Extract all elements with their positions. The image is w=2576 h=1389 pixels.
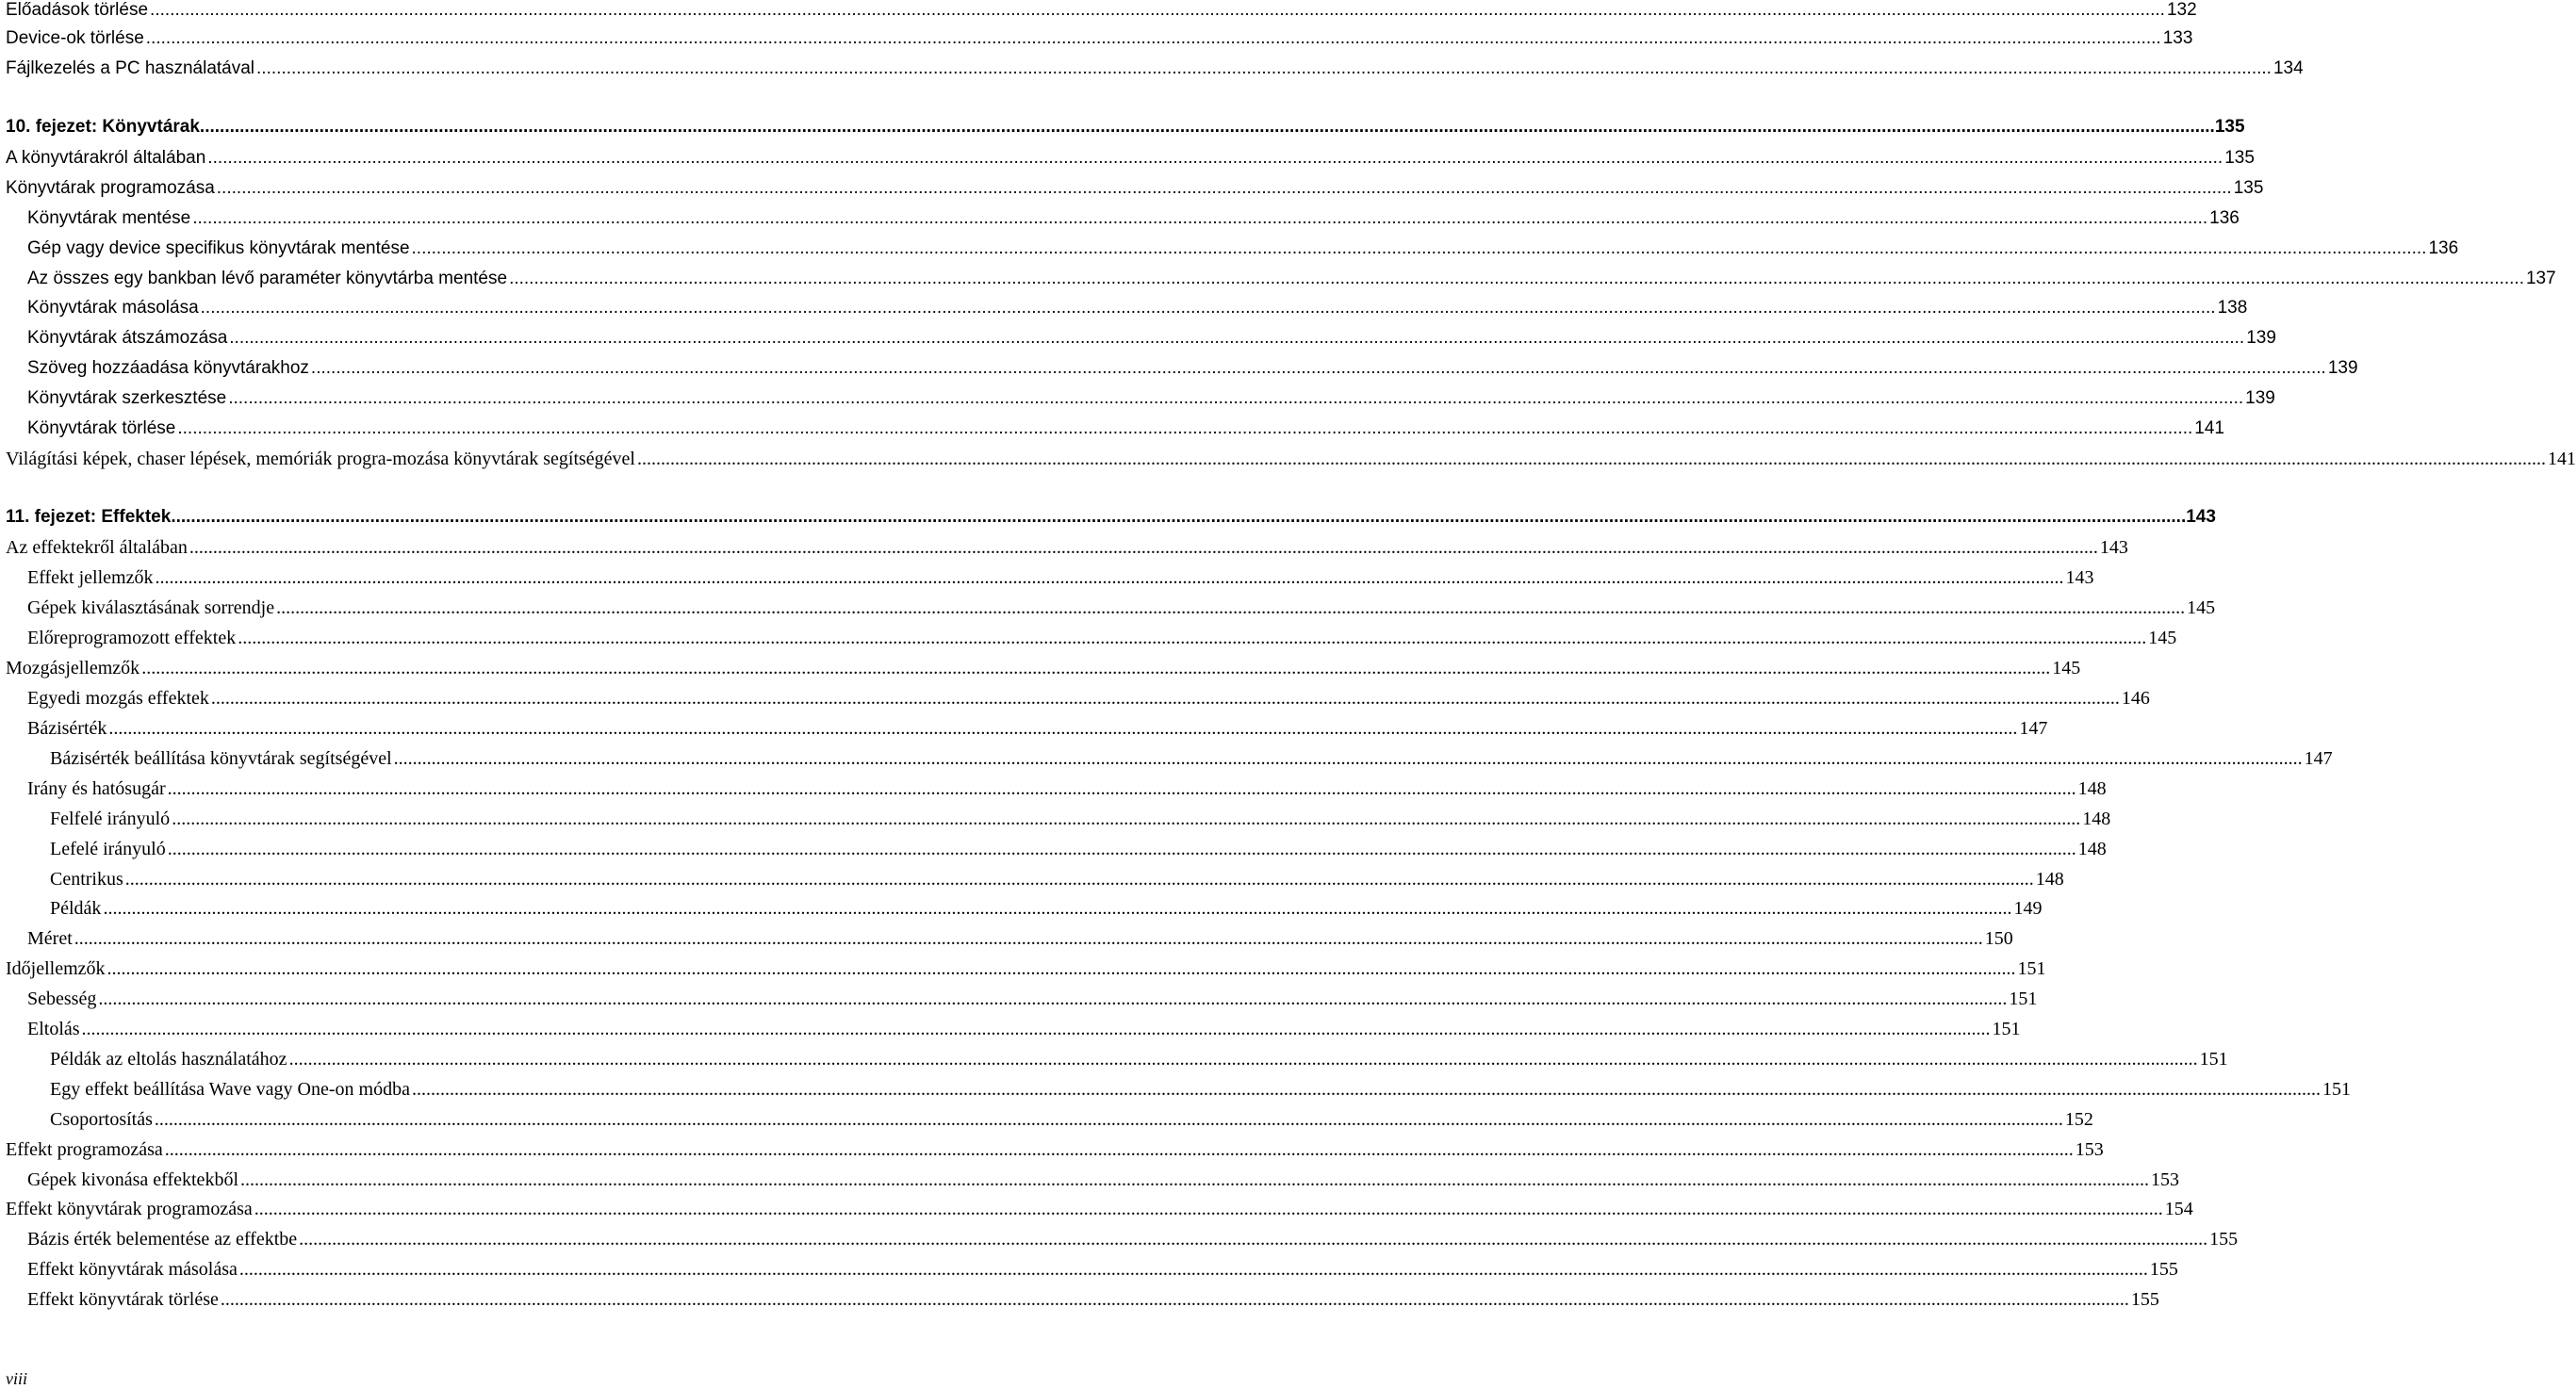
toc-entry-page: 137	[2525, 269, 2556, 288]
toc-entry-title: Bázis érték belementése az effektbe	[27, 1229, 298, 1250]
toc-entry-page: 147	[2019, 718, 2048, 739]
toc-entry-page: 133	[2162, 28, 2193, 48]
toc-entry[interactable]	[6, 718, 2048, 744]
toc-entry[interactable]	[6, 839, 2107, 865]
toc-dot-leader	[165, 1139, 2074, 1161]
toc-entry-title: Bázisérték	[27, 718, 107, 739]
toc-dot-leader	[150, 0, 2165, 21]
toc-entry-page: 143	[2065, 567, 2094, 588]
toc-entry-title: Fájlkezelés a PC használatával	[6, 58, 255, 78]
toc-dot-leader	[141, 658, 2050, 679]
toc-entry[interactable]	[6, 148, 2255, 174]
toc-dot-leader	[509, 269, 2524, 289]
toc-entry[interactable]	[6, 1139, 2104, 1166]
toc-entry-page: 148	[2077, 778, 2107, 799]
toc-entry-page: 143	[2099, 537, 2128, 558]
toc-entry-title: Mozgásjellemzők	[6, 658, 140, 678]
toc-entry-page: 148	[2035, 869, 2064, 890]
toc-dot-leader	[217, 178, 2232, 199]
toc-entry-page: 135	[2224, 148, 2255, 168]
toc-entry-title: Szöveg hozzáadása könyvtárakhoz	[27, 358, 309, 378]
toc-entry-page: 139	[2327, 358, 2358, 378]
toc-entry[interactable]	[6, 748, 2333, 775]
toc-entry[interactable]	[6, 1049, 2228, 1075]
toc-entry-title: Gépek kivonása effektekből	[27, 1169, 238, 1190]
toc-entry-title: Effekt könyvtárak programozása	[6, 1199, 253, 1219]
toc-entry-page: 145	[2052, 658, 2081, 678]
toc-entry-title: Méret	[27, 928, 73, 949]
toc-dot-leader	[177, 418, 2192, 439]
toc-entry-title: Egy effekt beállítása Wave vagy One-on módba	[50, 1079, 410, 1100]
toc-entry[interactable]	[6, 298, 2248, 324]
toc-entry[interactable]	[6, 0, 2197, 26]
toc-entry-title: Gép vagy device specifikus könyvtárak mentése	[27, 238, 410, 258]
toc-entry-page: 155	[2209, 1229, 2239, 1250]
toc-entry[interactable]	[6, 869, 2064, 895]
toc-entry-title: Példák	[50, 898, 102, 919]
toc-entry-title: Könyvtárak mentése	[27, 208, 191, 228]
toc-dot-leader	[155, 567, 2063, 589]
toc-dot-leader	[637, 449, 2546, 470]
toc-dot-leader	[189, 537, 2098, 559]
toc-entry-page: 149	[2013, 898, 2043, 919]
toc-entry-page: 153	[2075, 1139, 2104, 1160]
toc-entry-page: 151	[2009, 989, 2038, 1009]
toc-entry-title: Könyvtárak másolása	[27, 298, 199, 318]
toc-entry-title: Világítási képek, chaser lépések, memóriák progra-mozása könyvtárak segítségével	[6, 449, 635, 469]
toc-entry-title: Könyvtárak törlése	[27, 418, 176, 438]
toc-entry[interactable]	[6, 238, 2459, 265]
toc-entry[interactable]	[6, 58, 2304, 85]
toc-entry-title: Effekt könyvtárak törlése	[27, 1289, 219, 1310]
toc-entry-title: Az effektekről általában	[6, 537, 188, 558]
toc-dot-leader	[299, 1229, 2207, 1250]
toc-entry[interactable]	[6, 418, 2224, 445]
toc-entry-page: 154	[2164, 1199, 2193, 1219]
toc-entry[interactable]	[6, 658, 2081, 684]
toc-dot-leader	[172, 809, 2080, 830]
toc-dot-leader	[311, 358, 2326, 379]
toc-entry-title: Egyedi mozgás effektek	[27, 688, 209, 709]
toc-entry-page: 132	[2166, 0, 2197, 20]
toc-dot-leader	[125, 869, 2034, 891]
toc-entry-page: 135	[2233, 178, 2264, 198]
toc-entry[interactable]	[6, 178, 2264, 204]
toc-entry[interactable]	[6, 1109, 2093, 1136]
toc-entry-title: Könyvtárak szerkesztése	[27, 388, 227, 408]
toc-entry[interactable]	[6, 688, 2150, 714]
toc-entry-title: Effekt jellemzők	[27, 567, 154, 588]
toc-entry-page: 155	[2149, 1259, 2178, 1280]
toc-entry-page: 141	[2194, 418, 2224, 438]
toc-entry-title: Könyvtárak átszámozása	[27, 328, 228, 348]
toc-entry-page: 138	[2217, 298, 2248, 318]
toc-entry-page: 145	[2187, 597, 2216, 618]
toc-entry[interactable]	[6, 778, 2107, 805]
toc-entry-title: Sebesség	[27, 989, 97, 1009]
toc-entry[interactable]	[6, 1019, 2021, 1045]
toc-dot-leader	[108, 718, 2017, 740]
toc-dot-leader	[254, 1199, 2163, 1220]
toc-entry-title: Könyvtárak programozása	[6, 178, 215, 198]
toc-entry-page: 139	[2245, 388, 2275, 408]
toc-entry-title: Bázisérték beállítása könyvtárak segítségével	[50, 748, 392, 769]
toc-entry[interactable]	[6, 628, 2177, 654]
toc-entry-title: Effekt programozása	[6, 1139, 163, 1160]
toc-entry-title: Effekt könyvtárak másolása	[27, 1259, 238, 1280]
toc-entry[interactable]	[6, 1199, 2193, 1225]
toc-entry[interactable]	[6, 1229, 2239, 1255]
toc-entry[interactable]	[6, 989, 2038, 1015]
toc-entry[interactable]	[6, 208, 2240, 235]
toc-entry-page: 150	[1984, 928, 2013, 949]
toc-entry-title: Időjellemzők	[6, 958, 106, 979]
toc-entry[interactable]	[6, 597, 2216, 624]
toc-dot-leader	[412, 1079, 2321, 1101]
toc-dot-leader	[103, 898, 2011, 920]
toc-entry-page: 145	[2148, 628, 2177, 648]
toc-dot-leader	[276, 597, 2185, 619]
toc-dot-leader	[239, 1259, 2148, 1281]
toc-entry[interactable]	[6, 1079, 2351, 1105]
toc-entry-page: 148	[2077, 839, 2107, 859]
toc-dot-leader	[240, 1169, 2149, 1191]
toc-dot-leader	[146, 28, 2161, 49]
toc-entry-title: Felfelé irányuló	[50, 809, 171, 829]
toc-entry-title: Előreprogramozott effektek	[27, 628, 237, 648]
page-number: viii	[6, 1369, 27, 1388]
toc-entry[interactable]	[6, 358, 2358, 384]
toc-entry-title: Előadások törlése	[6, 0, 149, 20]
toc-entry[interactable]	[6, 328, 2276, 354]
toc-entry-title: Lefelé irányuló	[50, 839, 166, 859]
toc-entry-title: Csoportosítás	[50, 1109, 153, 1130]
toc-entry-page: 148	[2082, 809, 2111, 829]
toc-dot-leader	[256, 58, 2272, 79]
toc-entry-page: 147	[2304, 748, 2333, 769]
toc-dot-leader	[238, 628, 2146, 649]
toc-entry-title: A könyvtárakról általában	[6, 148, 206, 168]
toc-dot-leader	[107, 958, 2016, 980]
toc-dot-leader	[171, 507, 2186, 528]
toc-entry[interactable]	[6, 567, 2094, 594]
toc-dot-leader	[394, 748, 2303, 770]
toc-dot-leader	[289, 1049, 2198, 1070]
toc-dot-leader	[168, 839, 2076, 860]
toc-entry[interactable]	[6, 28, 2193, 55]
toc-entry-title: Centrikus	[50, 869, 123, 890]
toc-chapter-entry[interactable]	[6, 507, 2216, 533]
toc-dot-leader	[74, 928, 1983, 950]
toc-dot-leader	[207, 148, 2223, 169]
toc-entry-page: 155	[2130, 1289, 2159, 1310]
toc-entry[interactable]	[6, 388, 2275, 415]
toc-entry[interactable]	[6, 958, 2046, 985]
toc-entry[interactable]	[6, 537, 2128, 564]
toc-entry-page: 146	[2121, 688, 2150, 709]
toc-entry[interactable]	[6, 809, 2111, 835]
toc-dot-leader	[168, 778, 2076, 800]
toc-dot-leader	[200, 117, 2215, 138]
toc-entry[interactable]	[6, 1259, 2178, 1285]
toc-entry[interactable]	[6, 449, 2576, 475]
toc-entry-page: 136	[2209, 208, 2240, 228]
toc-dot-leader	[155, 1109, 2063, 1131]
toc-chapter-entry[interactable]	[6, 117, 2245, 143]
toc-dot-leader	[229, 328, 2244, 349]
toc-entry-title: Példák az eltolás használatához	[50, 1049, 287, 1070]
toc-dot-leader	[82, 1019, 1991, 1040]
toc-entry-page: 139	[2246, 328, 2276, 348]
toc-entry-page: 141	[2548, 449, 2576, 469]
toc-entry-title: Az összes egy bankban lévő paraméter könyvtárba mentése	[27, 269, 508, 288]
toc-entry-title: Gépek kiválasztásának sorrendje	[27, 597, 275, 618]
toc-entry-page: 151	[2322, 1079, 2351, 1100]
toc-entry-title: Device-ok törlése	[6, 28, 144, 48]
toc-entry-page: 143	[2186, 507, 2216, 527]
toc-entry-title: 10. fejezet: Könyvtárak	[6, 117, 200, 137]
toc-entry-page: 151	[1992, 1019, 2021, 1039]
toc-entry-page: 151	[2199, 1049, 2228, 1070]
toc-entry[interactable]	[6, 269, 2556, 295]
toc-dot-leader	[228, 388, 2243, 409]
toc-dot-leader	[201, 298, 2216, 319]
toc-entry-title: 11. fejezet: Effektek	[6, 507, 172, 527]
toc-entry[interactable]	[6, 1169, 2179, 1196]
toc-entry-page: 152	[2064, 1109, 2093, 1130]
toc-entry[interactable]	[6, 898, 2043, 924]
toc-entry-page: 153	[2151, 1169, 2179, 1190]
toc-dot-leader	[221, 1289, 2129, 1311]
toc-dot-leader	[412, 238, 2427, 259]
toc-entry-page: 151	[2017, 958, 2046, 979]
toc-entry-page: 134	[2272, 58, 2304, 78]
toc-entry[interactable]	[6, 928, 2013, 955]
toc-entry-page: 135	[2214, 117, 2245, 137]
toc-dot-leader	[192, 208, 2207, 229]
toc-entry[interactable]	[6, 1289, 2159, 1315]
toc-dot-leader	[211, 688, 2120, 710]
toc-entry-title: Irány és hatósugár	[27, 778, 166, 799]
toc-entry-title: Eltolás	[27, 1019, 80, 1039]
toc-dot-leader	[98, 989, 2007, 1010]
toc-entry-page: 136	[2428, 238, 2459, 258]
